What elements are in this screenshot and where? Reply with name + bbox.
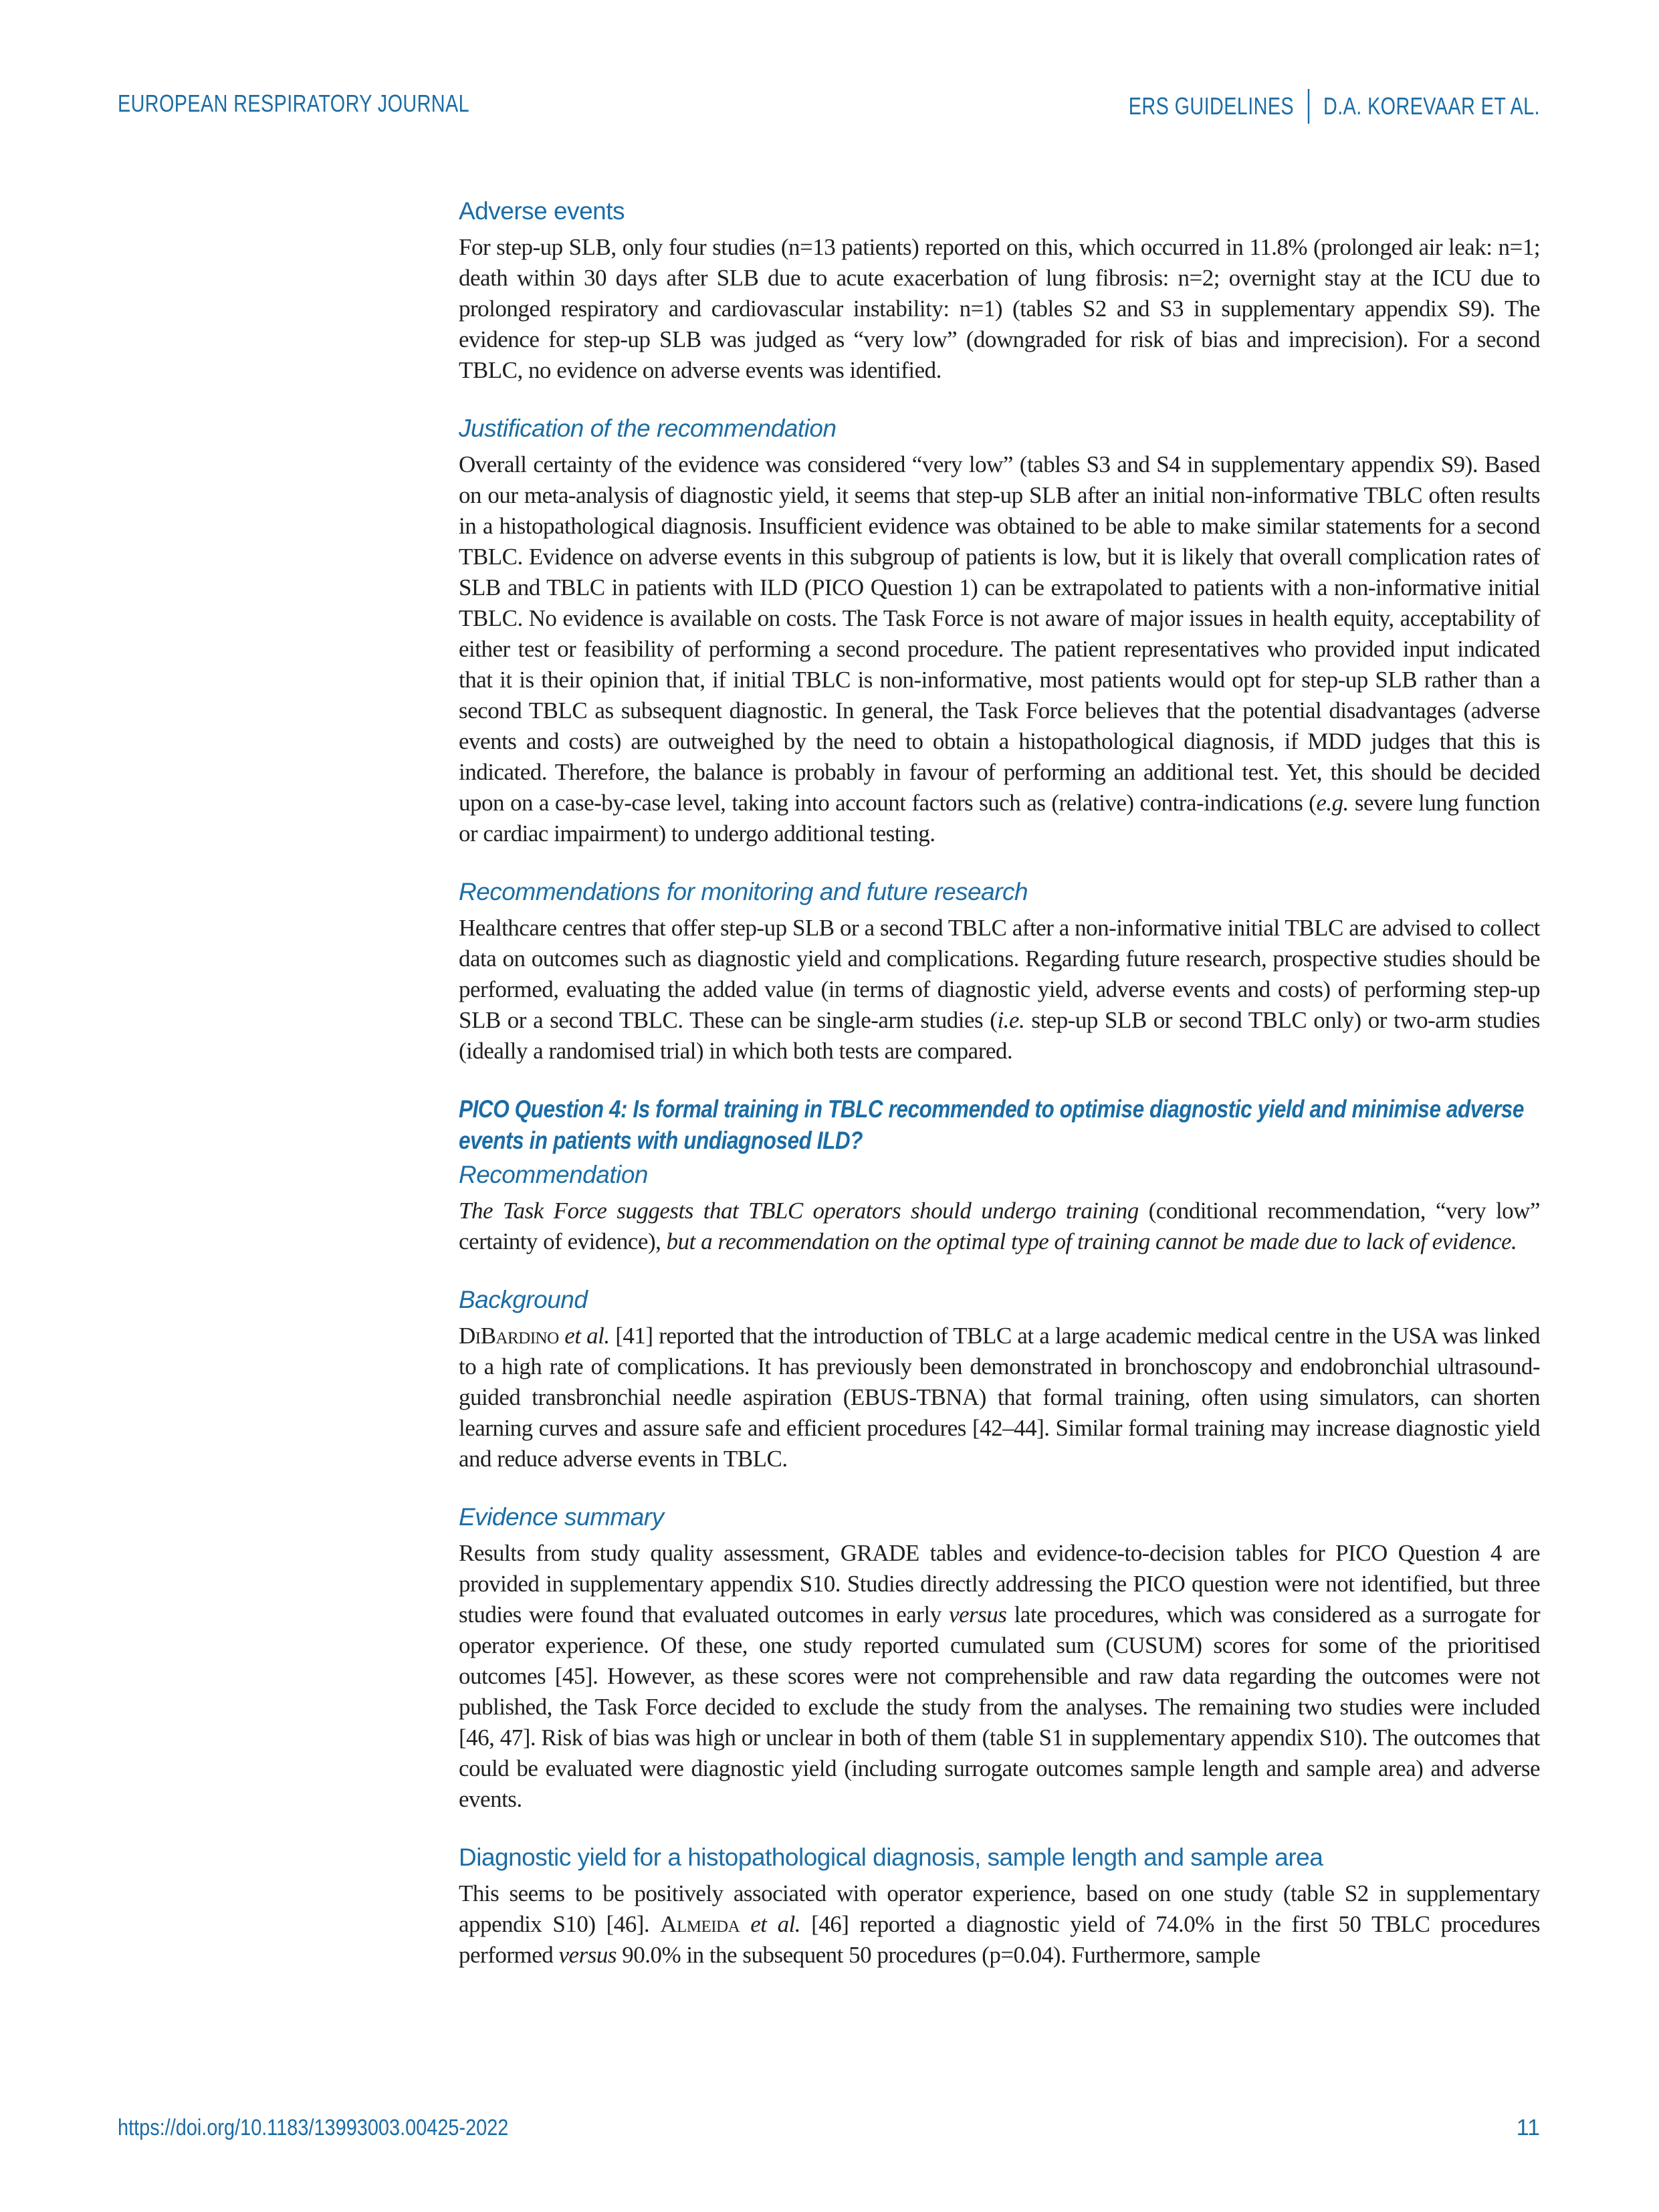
section-heading-background: Background (459, 1286, 588, 1313)
section-background (459, 1284, 1540, 1474)
text-run: This seems to be positively associated with operator experience, based on one study (table S2 in supplementary appendix S10) [46]. (459, 1880, 1540, 1937)
page-footer (118, 2113, 1540, 2145)
paragraph (459, 1878, 1540, 1971)
author-name-smallcaps: Almeida (660, 1911, 740, 1937)
section-recommendations-for-monitoring-and-future-research (459, 876, 1540, 1067)
article-body (459, 195, 1540, 1971)
doi-link[interactable]: https://doi.org/10.1183/13993003.00425-2022 (118, 2115, 509, 2140)
text-run: late procedures, which was considered as a surrogate for operator experience. Of these, one study reported cumulated sum (CUSUM) scores for some of the prioritised outcomes [45]. However, as these scores were not comprehensible and raw data regarding the outcomes were not published, the Task Force decided to exclude the study from the analyses. The remaining two studies were included [46, 47]. Risk of bias was high or unclear in both of them (table S1 in supplementary appendix S10). The outcomes that could be evaluated were diagnostic yield (including surrogate outcomes sample length and sample area) and adverse events. (459, 1601, 1540, 1812)
section-heading-evidence-summary: Evidence summary (459, 1503, 664, 1531)
text-run: Results from study quality assessment, GRADE tables and evidence-to-decision tables for PICO Question 4 are provided in supplementary appendix S10. Studies directly addressing the PICO question were not identified, but three studies were found that evaluated outcomes in early (459, 1540, 1540, 1628)
paragraph (459, 232, 1540, 386)
section-heading-diagnostic-yield: Diagnostic yield for a histopathological diagnosis, sample length and sample area (459, 1844, 1323, 1871)
text-run: 90.0% in the subsequent 50 procedures (p=0.04). Furthermore, sample (616, 1942, 1260, 1968)
section-evidence-summary (459, 1501, 1540, 1815)
text-run: [41] reported that the introduction of TBLC at a large academic medical centre in the USA was linked to a high rate of complications. It has previously been demonstrated in bronchoscopy and endobronchial ultrasound-guided transbronchial needle aspiration (EBUS-TBNA) that formal training, often using simulators, can shorten learning curves and assure safe and efficient procedures [42–44]. Similar formal training may increase diagnostic yield and reduce adverse events in TBLC. (459, 1323, 1540, 1472)
header-right-group (1129, 89, 1540, 124)
text-run (559, 1323, 565, 1349)
italic-text-run: et al. (750, 1911, 801, 1937)
page-header (118, 89, 1540, 121)
paragraph (459, 449, 1540, 849)
header-authors: D.A. KOREVAAR ET AL. (1323, 92, 1540, 120)
section-heading-recommendations-for-monitoring-and-future-research: Recommendations for monitoring and future research (459, 878, 1028, 905)
italic-text-run: but a recommendation on the optimal type of training cannot be made due to lack of evidence. (666, 1228, 1517, 1254)
text-run: severe lung function or cardiac impairment) to undergo additional testing. (459, 790, 1540, 847)
italic-text-run: versus (558, 1942, 617, 1968)
section-adverse-events (459, 195, 1540, 386)
section-justification-of-the-recommendation (459, 413, 1540, 849)
paragraph (459, 1196, 1540, 1257)
text-run: Overall certainty of the evidence was considered “very low” (tables S3 and S4 in supplementary appendix S9). Based on our meta-analysis of diagnostic yield, it seems that step-up SLB after an initial non-informative TBLC often results in a histopathological diagnosis. Insufficient evidence was obtained to be able to make similar statements for a second TBLC. Evidence on adverse events in this subgroup of patients is low, but it is likely that overall complication rates of SLB and TBLC in patients with ILD (PICO Question 1) can be extrapolated to patients with a non-informative initial TBLC. No evidence is available on costs. The Task Force is not aware of major issues in health equity, acceptability of either test or feasibility of performing a second procedure. The patient representatives who provided input indicated that it is their opinion that, if initial TBLC is non-informative, most patients would opt for step-up SLB rather than a second TBLC as subsequent diagnostic. In general, the Task Force believes that the potential disadvantages (adverse events and costs) are outweighed by the need to obtain a histopathological diagnosis, if MDD judges that this is indicated. Therefore, the balance is probably in favour of performing an additional test. Yet, this should be decided upon on a case-by-case level, taking into account factors such as (relative) contra-indications ( (459, 451, 1540, 816)
italic-text-run: versus (948, 1601, 1007, 1628)
author-name-smallcaps: DiBardino (459, 1323, 559, 1349)
section-recommendation (459, 1159, 1540, 1257)
section-heading-recommendation: Recommendation (459, 1161, 648, 1188)
text-run: For step-up SLB, only four studies (n=13 patients) reported on this, which occurred in 11.8% (prolonged air leak: n=1; death within 30 days after SLB due to acute exacerbation of lung fibrosis: n=2; overnight stay at the ICU due to prolonged respiratory and cardiovascular instability: n=1) (tables S2 and S3 in supplementary appendix S9). The evidence for step-up SLB was judged as “very low” (downgraded for risk of bias and imprecision). For a second TBLC, no evidence on adverse events was identified. (459, 234, 1540, 383)
paragraph (459, 1538, 1540, 1815)
italic-text-run: et al. (564, 1323, 610, 1349)
italic-text-run: e.g. (1316, 790, 1349, 816)
section-pico-question-4 (459, 1093, 1540, 1156)
italic-text-run: The Task Force suggests that TBLC operators should undergo training (459, 1198, 1149, 1224)
text-run: step-up SLB or second TBLC only) or two-arm studies (ideally a randomised trial) in which both tests are compared. (459, 1007, 1540, 1064)
text-run: [46] reported a diagnostic yield of 74.0% in the first 50 TBLC procedures performed (459, 1911, 1541, 1968)
text-run: Healthcare centres that offer step-up SLB or a second TBLC after a non-informative initial TBLC are advised to collect data on outcomes such as diagnostic yield and complications. Regarding future research, prospective studies should be performed, evaluating the added value (in terms of diagnostic yield, adverse events and costs) of performing step-up SLB or a second TBLC. These can be single-arm studies ( (459, 915, 1540, 1033)
roman-text-run: (conditional recommendation, “very low” certainty of evidence), (459, 1198, 1540, 1254)
section-heading-adverse-events: Adverse events (459, 197, 625, 225)
section-heading-pico-question-4: PICO Question 4: Is formal training in TBLC recommended to optimise diagnostic yield and minimise adverse events in patients with undiagnosed ILD? (459, 1095, 1524, 1154)
paragraph (459, 913, 1540, 1067)
journal-title: EUROPEAN RESPIRATORY JOURNAL (118, 90, 469, 117)
italic-text-run: i.e. (997, 1007, 1025, 1033)
section-heading-justification-of-the-recommendation: Justification of the recommendation (459, 415, 837, 442)
text-run (740, 1911, 750, 1937)
header-section-label: ERS GUIDELINES (1128, 92, 1295, 120)
paragraph (459, 1321, 1540, 1474)
header-divider-rule (1308, 89, 1309, 124)
page-number: 11 (1516, 2115, 1540, 2140)
section-diagnostic-yield (459, 1842, 1540, 1971)
